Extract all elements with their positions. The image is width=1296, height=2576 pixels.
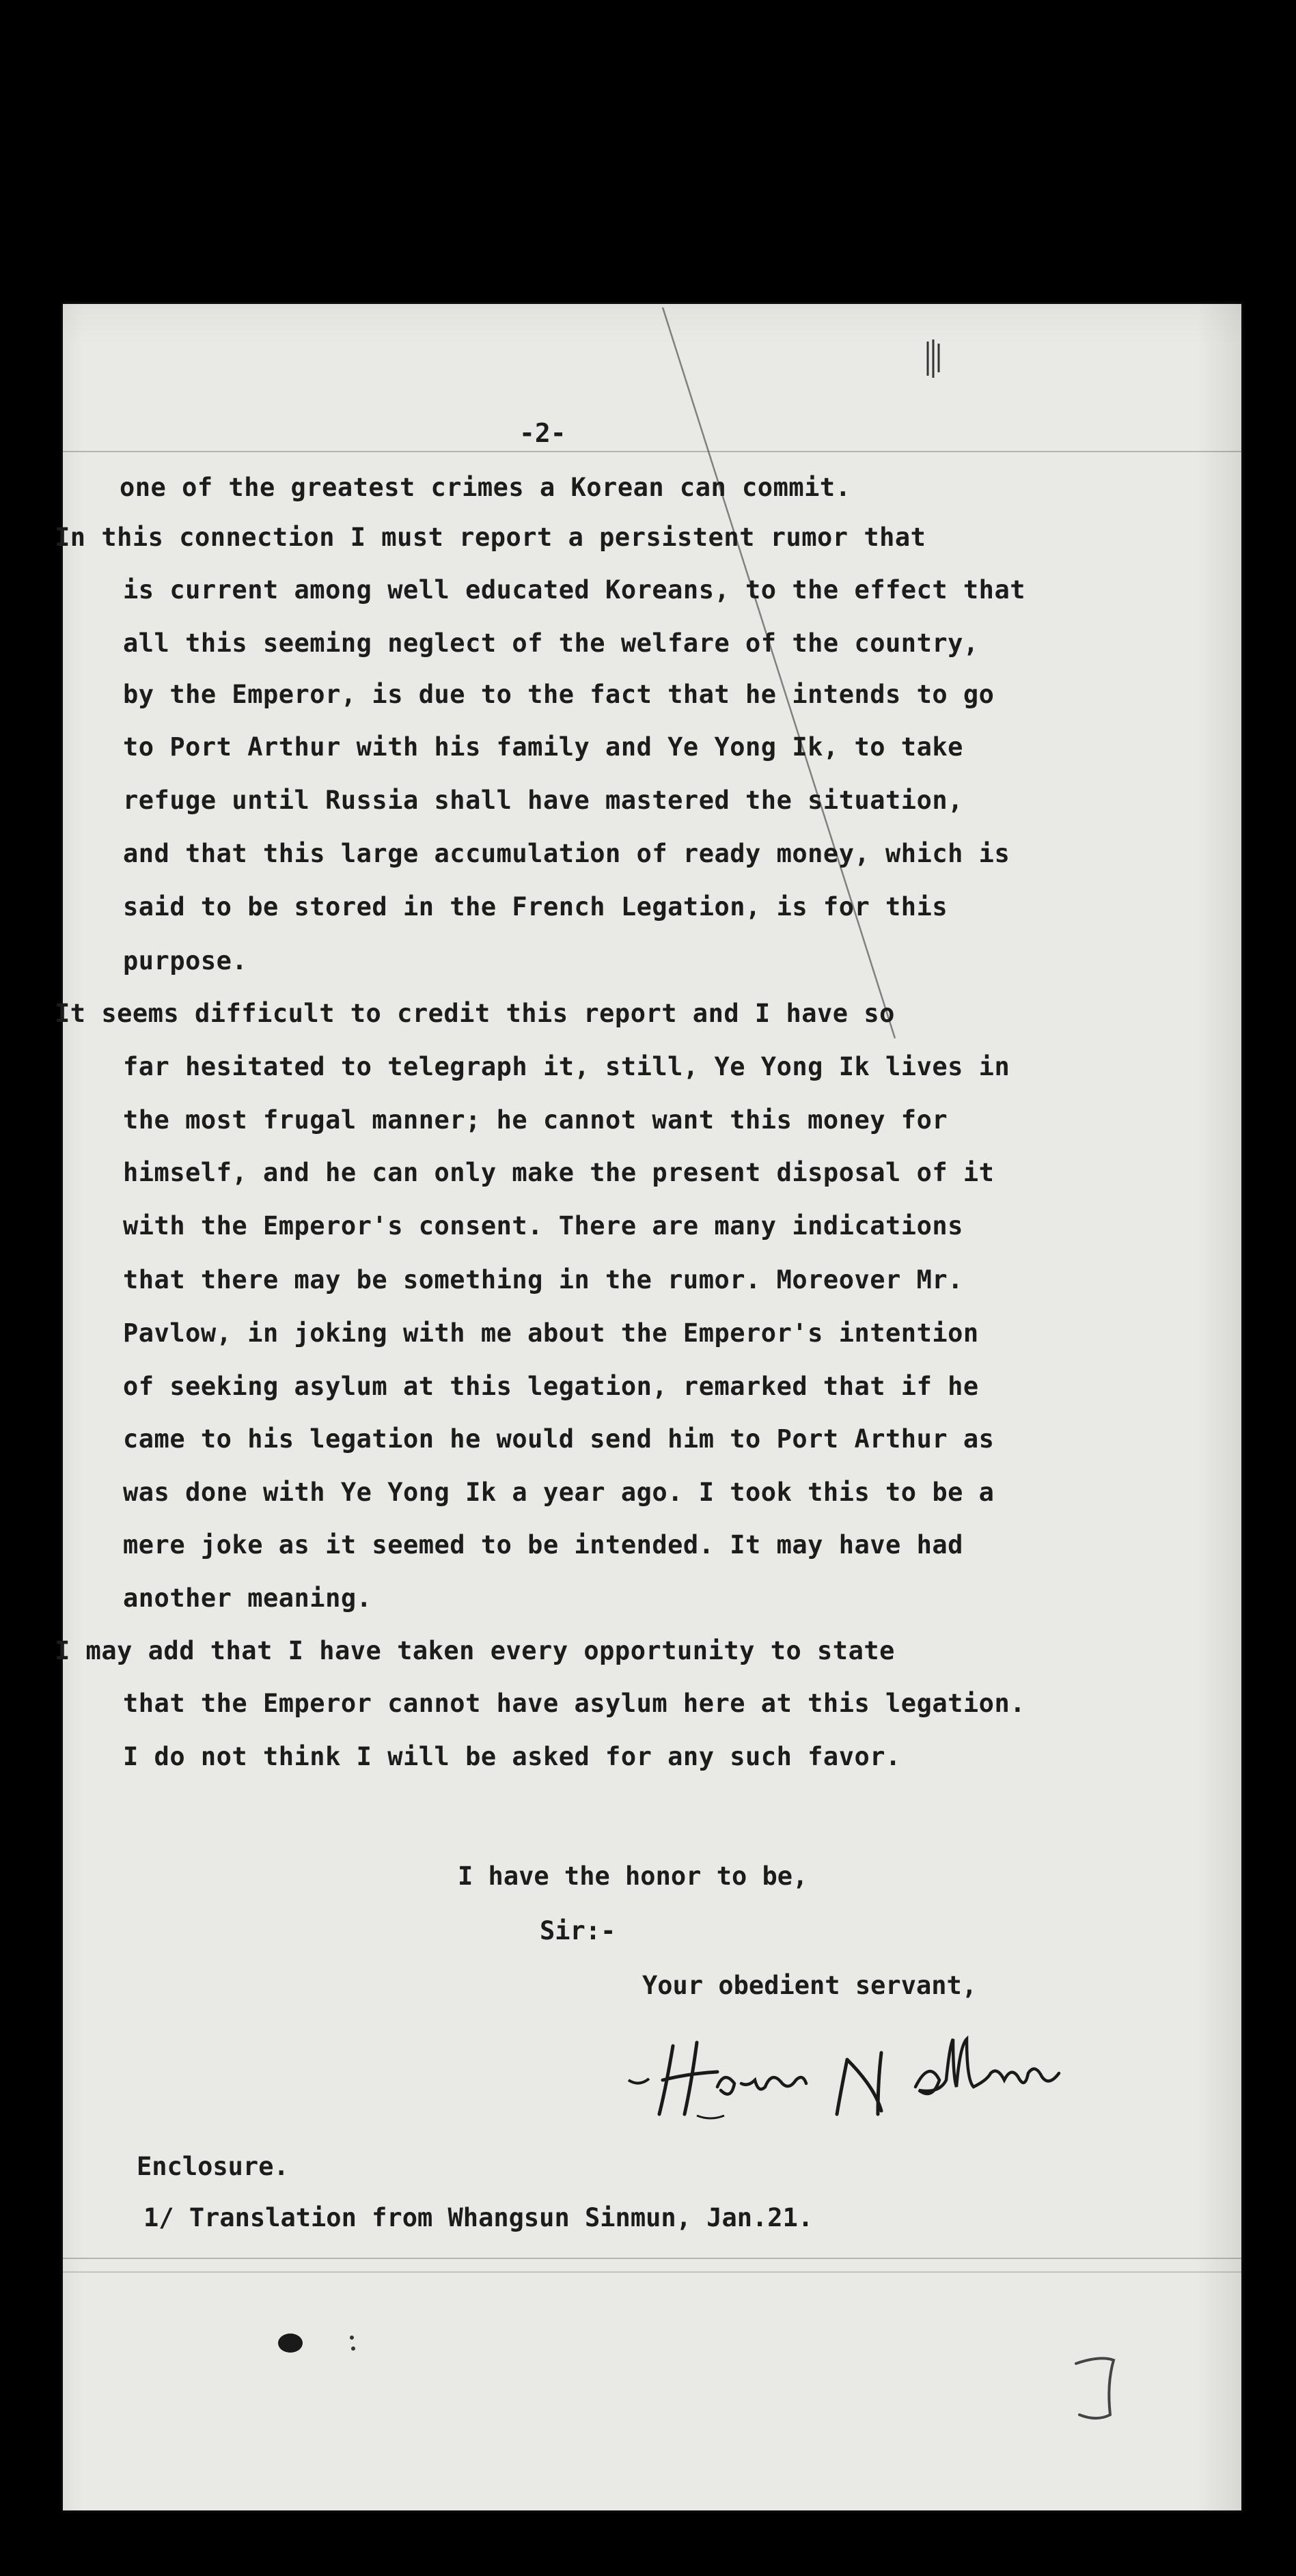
body-line: was done with Ye Yong Ik a year ago. I took this to be a [123,1478,995,1507]
body-line: It seems difficult to credit this report and I have so [55,999,895,1028]
body-line: of seeking asylum at this legation, remarked that if he [123,1372,979,1401]
corner-pen-mark [1066,2350,1134,2425]
body-line: came to his legation he would send him to Port Arthur as [123,1424,995,1454]
ruled-line [63,2258,1241,2259]
body-line: refuge until Russia shall have mastered the situation, [123,786,963,815]
body-line: purpose. [123,946,248,975]
body-line: with the Emperor's consent. There are many indications [123,1211,963,1241]
body-line: is current among well educated Koreans, to the effect that [123,575,1026,605]
body-line: that there may be something in the rumor. Moreover Mr. [123,1265,963,1294]
body-line: to Port Arthur with his family and Ye Yong Ik, to take [123,732,963,762]
diagonal-pen-stroke [656,307,902,1045]
body-line: said to be stored in the French Legation, is for this [123,892,948,922]
enclosure-item: 1/ Translation from Whangsun Sinmun, Jan.21. [143,2203,814,2232]
body-line: far hesitated to telegraph it, still, Ye Yong Ik lives in [123,1052,1010,1081]
tick-mark-icon [922,338,950,379]
body-line: the most frugal manner; he cannot want this money for [123,1105,948,1135]
ink-blot [277,2329,372,2357]
enclosure-heading: Enclosure. [137,2152,289,2181]
body-line: all this seeming neglect of the welfare of the country, [123,628,979,658]
ruled-line [63,451,1241,452]
closing-honor: I have the honor to be, [458,1861,808,1891]
body-line: that the Emperor cannot have asylum here at this legation. [123,1689,1026,1718]
closing-salutation: Sir:- [540,1916,616,1945]
body-line: another meaning. [123,1583,372,1613]
body-line: I do not think I will be asked for any such favor. [123,1742,901,1771]
body-line: himself, and he can only make the present disposal of it [123,1158,995,1187]
handwritten-signature [622,2032,1141,2121]
body-line: I may add that I have taken every opportunity to state [55,1636,895,1665]
body-line: and that this large accumulation of ready money, which is [123,839,1010,868]
ruled-line [63,2271,1241,2273]
body-line: mere joke as it seemed to be intended. It may have had [123,1530,963,1560]
body-line: by the Emperor, is due to the fact that he intends to go [123,680,995,709]
body-line: one of the greatest crimes a Korean can commit. [120,473,851,502]
body-line: Pavlow, in joking with me about the Emperor's intention [123,1318,979,1348]
page-number: -2- [519,418,566,448]
closing-servant: Your obedient servant, [642,1971,978,2000]
body-line: In this connection I must report a persistent rumor that [55,523,926,552]
